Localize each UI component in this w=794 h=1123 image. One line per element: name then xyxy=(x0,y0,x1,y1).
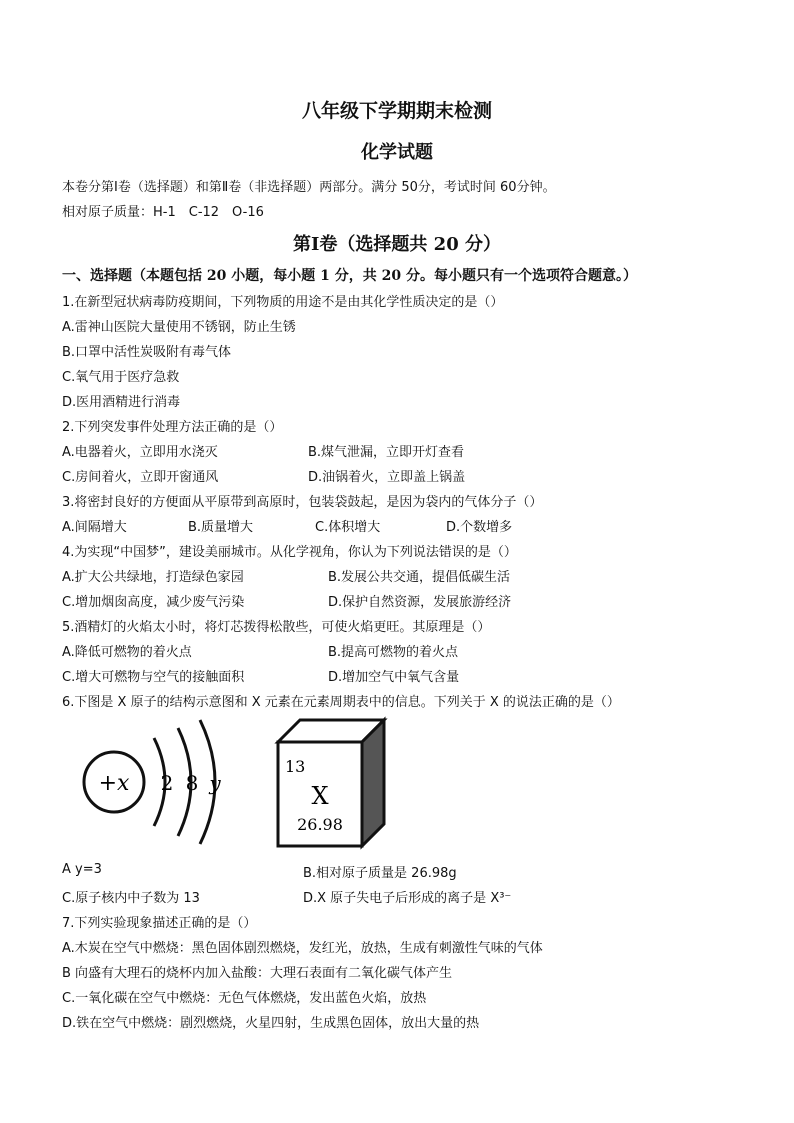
q5-option-a: A.降低可燃物的着火点 xyxy=(62,645,192,660)
q5-option-c: C.增大可燃物与空气的接触面积 xyxy=(62,670,245,685)
element-atomic-number: 13 xyxy=(285,757,306,776)
q3-option-c: C.体积增大 xyxy=(315,520,381,535)
atom-figure xyxy=(62,712,396,852)
q7-option-b: B 向盛有大理石的烧杯内加入盐酸：大理石表面有二氧化碳气体产生 xyxy=(62,966,453,981)
q7-option-d: D.铁在空气中燃烧：剧烈燃烧，火星四射，生成黑色固体，放出大量的热 xyxy=(62,1016,480,1031)
q6-option-c: C.原子核内中子数为 13 xyxy=(62,891,200,906)
q3-option-b: B.质量增大 xyxy=(188,520,254,535)
q2-option-a: A.电器着火，立即用水浇灭 xyxy=(62,445,218,460)
q6-option-a: A y=3 xyxy=(62,862,102,877)
q5-option-d: D.增加空气中氧气含量 xyxy=(328,670,460,685)
q6-option-b: B.相对原子质量是 26.98g xyxy=(303,866,457,881)
q7-option-c: C.一氧化碳在空气中燃烧：无色气体燃烧，发出蓝色火焰，放热 xyxy=(62,991,427,1006)
q1-option-c: C.氧气用于医疗急救 xyxy=(62,370,180,385)
atom-figure-svg xyxy=(62,712,396,852)
q4-option-a: A.扩大公共绿地，打造绿色家园 xyxy=(62,570,244,585)
exam-title: 八年级下学期期末检测 xyxy=(301,100,492,122)
q2-stem: 2.下列突发事件处理方法正确的是（） xyxy=(62,420,283,435)
q5-option-b: B.提高可燃物的着火点 xyxy=(328,645,459,660)
exam-intro: 本卷分第Ⅰ卷（选择题）和第Ⅱ卷（非选择题）两部分。满分 50分，考试时间 60分钟。 xyxy=(62,180,556,195)
q4-option-c: C.增加烟囱高度，减少废气污染 xyxy=(62,595,245,610)
q4-option-b: B.发展公共交通，提倡低碳生活 xyxy=(328,570,511,585)
part1-title: 第Ⅰ卷（选择题共 20 分） xyxy=(292,234,501,255)
q6-stem: 6.下图是 X 原子的结构示意图和 X 元素在元素周期表中的信息。下列关于 X 的说法正确的是（） xyxy=(62,695,620,710)
q7-stem: 7.下列实验现象描述正确的是（） xyxy=(62,916,257,931)
shell2-electrons: 8 xyxy=(185,771,199,795)
q1-option-a: A.雷神山医院大量使用不锈钢，防止生锈 xyxy=(62,320,296,335)
element-symbol: X xyxy=(311,782,329,810)
q1-option-d: D.医用酒精进行消毒 xyxy=(62,395,181,410)
q6-option-d: D.X 原子失电子后形成的离子是 X³⁻ xyxy=(303,891,512,906)
q5-stem: 5.酒精灯的火焰太小时，将灯芯拨得松散些，可使火焰更旺。其原理是（） xyxy=(62,620,491,635)
q4-stem: 4.为实现“中国梦”，建设美丽城市。从化学视角，你认为下列说法错误的是（） xyxy=(62,545,517,560)
section-heading: 一、选择题（本题包括 20 小题，每小题 1 分，共 20 分。每小题只有一个选项符合题意。） xyxy=(62,268,637,284)
q7-option-a: A.木炭在空气中燃烧：黑色固体剧烈燃烧，发红光，放热，生成有刺激性气味的气体 xyxy=(62,941,543,956)
q4-option-d: D.保护自然资源，发展旅游经济 xyxy=(328,595,512,610)
q2-option-b: B.煤气泄漏，立即开灯查看 xyxy=(308,445,465,460)
exam-subtitle: 化学试题 xyxy=(361,142,433,163)
element-atomic-mass: 26.98 xyxy=(297,815,343,834)
q3-option-d: D.个数增多 xyxy=(446,520,513,535)
q1-stem: 1.在新型冠状病毒防疫期间，下列物质的用途不是由其化学性质决定的是（） xyxy=(62,295,504,310)
shell3-electrons: y xyxy=(209,771,221,795)
q2-option-c: C.房间着火，立即开窗通风 xyxy=(62,470,219,485)
nucleus-charge-label: +x xyxy=(98,771,130,796)
cube-side xyxy=(362,720,384,846)
q3-option-a: A.间隔增大 xyxy=(62,520,127,535)
q1-option-b: B.口罩中活性炭吸附有毒气体 xyxy=(62,345,232,360)
q2-option-d: D.油锅着火，立即盖上锅盖 xyxy=(308,470,466,485)
q3-stem: 3.将密封良好的方便面从平原带到高原时，包装袋鼓起，是因为袋内的气体分子（） xyxy=(62,495,543,510)
atomic-mass-reference: 相对原子质量：H-1 C-12 O-16 xyxy=(62,205,264,220)
shell1-electrons: 2 xyxy=(160,771,174,795)
